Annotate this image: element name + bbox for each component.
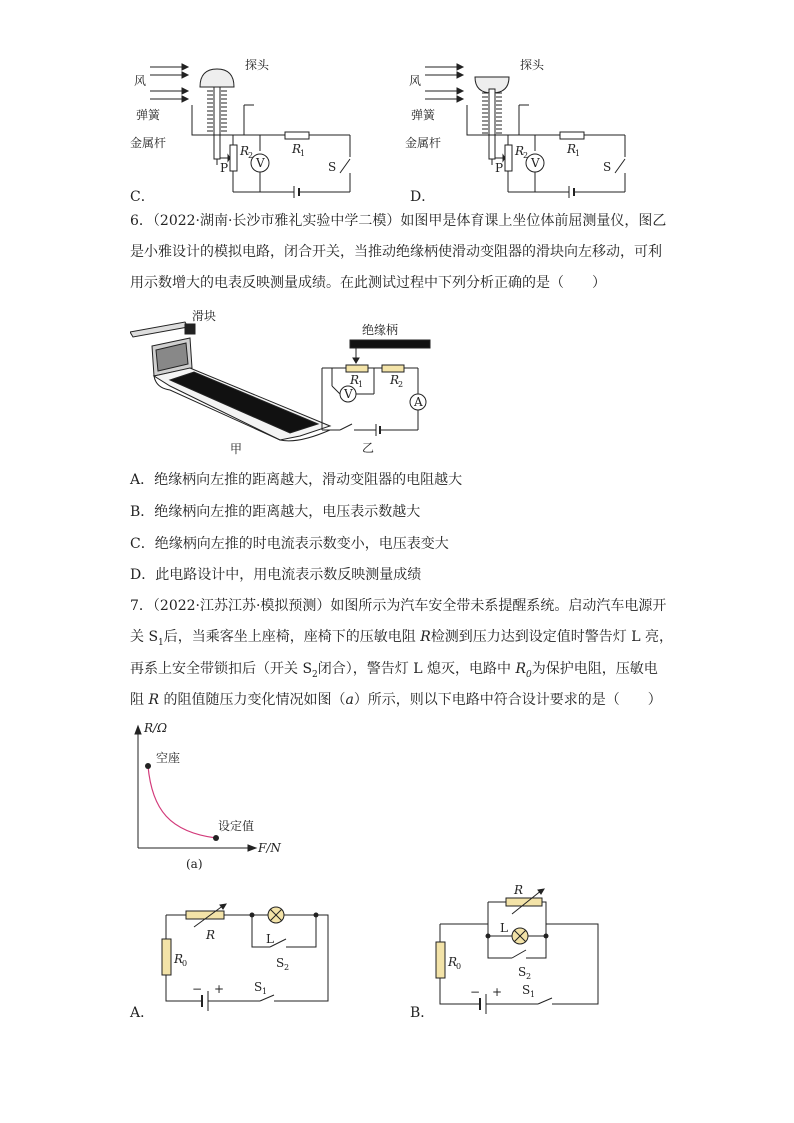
switch-s1-sub: 1	[262, 987, 268, 996]
switch-s2-label: S	[518, 965, 527, 979]
switch-s2-label: S	[276, 956, 285, 970]
p-label: P	[220, 161, 229, 175]
r1-sub: 1	[300, 149, 306, 158]
resistor-r-label: R	[206, 928, 216, 942]
q5-figure-c	[130, 55, 360, 205]
figure-yi-caption: 乙	[362, 441, 375, 455]
empty-seat-label: 空座	[156, 751, 181, 765]
probe-label: 探头	[520, 58, 545, 72]
battery-plus: +	[214, 982, 225, 996]
r2-sub: 2	[398, 380, 404, 389]
r1-sub: 1	[358, 380, 364, 389]
q7-line-3: 再系上安全带锁扣后（开关 $S_2$闭合），警告灯 L 熄灭，电路中 $R_0$为保护电阻，压敏电	[130, 661, 658, 680]
spring-label: 弹簧	[136, 108, 161, 122]
ammeter-label: A	[414, 395, 423, 409]
probe-label: 探头	[245, 58, 270, 72]
q6-line-1: 6．（2022·湖南·长沙市雅礼实验中学二模）如图甲是体育课上坐位体前屈测量仪，图乙	[130, 213, 667, 229]
q6-line-3: 用示数增大的电表反映测量成绩。在此测试过程中下列分析正确的是（ ）	[130, 275, 606, 291]
q7-circuit-b	[420, 880, 620, 1018]
q6-option-d: D．此电路设计中，用电流表示数反映测量成绩	[130, 567, 422, 583]
graph-y-label: R/Ω	[144, 721, 168, 735]
resistor-r0-sub: 0	[456, 962, 462, 971]
switch-s2-sub: 2	[526, 972, 532, 981]
option-c-label: C．	[130, 189, 155, 205]
switch-label: S	[328, 160, 337, 174]
r2-label: R	[240, 144, 250, 158]
battery-plus: +	[492, 985, 503, 999]
graph-caption: (a)	[186, 857, 203, 871]
battery-minus: −	[470, 985, 481, 999]
set-value-label: 设定值	[218, 819, 255, 833]
resistor-r0-sub: 0	[182, 959, 188, 968]
option-b-label: B．	[410, 1005, 435, 1021]
option-a-label: A．	[130, 1005, 155, 1021]
wind-label: 风	[409, 74, 422, 88]
q6-option-b: B．绝缘柄向左推的距离越大，电压表示数越大	[130, 504, 421, 520]
resistor-r0-label: R	[174, 952, 184, 966]
voltmeter-label: V	[344, 387, 353, 401]
q6-figure-yi	[318, 322, 438, 458]
q7-line-2: 关 $S_1$后，当乘客坐上座椅，座椅下的压敏电阻 R检测到压力达到设定值时警告灯 L 亮，	[130, 629, 673, 648]
switch-label: S	[603, 160, 612, 174]
battery-minus: −	[192, 982, 203, 996]
r1-sub: 1	[575, 149, 581, 158]
option-d-label: D．	[410, 189, 436, 205]
lamp-l-label: L	[500, 921, 508, 935]
q7-graph-a	[130, 720, 290, 875]
figure-jia-caption: 甲	[230, 442, 243, 456]
wind-label: 风	[134, 74, 147, 88]
spring-label: 弹簧	[411, 108, 436, 122]
graph-x-label: F/N	[258, 841, 281, 855]
q7-line-4: 阻 R 的阻值随压力变化情况如图（a）所示，则以下电路中符合设计要求的是（ ）	[130, 692, 662, 708]
handle-label: 绝缘柄	[362, 323, 399, 337]
q6-line-2: 是小雅设计的模拟电路，闭合开关，当推动绝缘柄使滑动变阻器的滑块向左移动，可利	[130, 244, 662, 260]
q5-figure-d	[405, 55, 635, 205]
r1-label: R	[350, 373, 360, 387]
q6-figure-jia	[130, 308, 340, 458]
q7-line-1: 7．（2022·江苏江苏·模拟预测）如图所示为汽车安全带未系提醒系统。启动汽车电源开	[130, 598, 667, 614]
r1-label: R	[567, 142, 577, 156]
r2-sub: 2	[248, 151, 254, 160]
slider-label: 滑块	[192, 309, 217, 323]
voltmeter-label: V	[256, 156, 265, 170]
q7-circuit-a	[140, 895, 340, 1017]
p-label: P	[495, 161, 504, 175]
r2-sub: 2	[523, 151, 529, 160]
r2-label: R	[515, 144, 525, 158]
lamp-l-label: L	[266, 932, 274, 946]
resistor-r-label: R	[514, 883, 524, 897]
q6-option-c: C．绝缘柄向左推的时电流表示数变小，电压表变大	[130, 536, 449, 552]
switch-s1-sub: 1	[530, 990, 536, 999]
r2-label: R	[390, 373, 400, 387]
voltmeter-label: V	[531, 156, 540, 170]
switch-s1-label: S	[522, 983, 531, 997]
r1-label: R	[292, 142, 302, 156]
resistor-r0-label: R	[448, 955, 458, 969]
q6-option-a: A．绝缘柄向左推的距离越大，滑动变阻器的电阻越大	[130, 472, 463, 488]
switch-s1-label: S	[254, 980, 263, 994]
rod-label: 金属杆	[405, 136, 442, 150]
rod-label: 金属杆	[130, 136, 167, 150]
switch-s2-sub: 2	[284, 963, 290, 972]
